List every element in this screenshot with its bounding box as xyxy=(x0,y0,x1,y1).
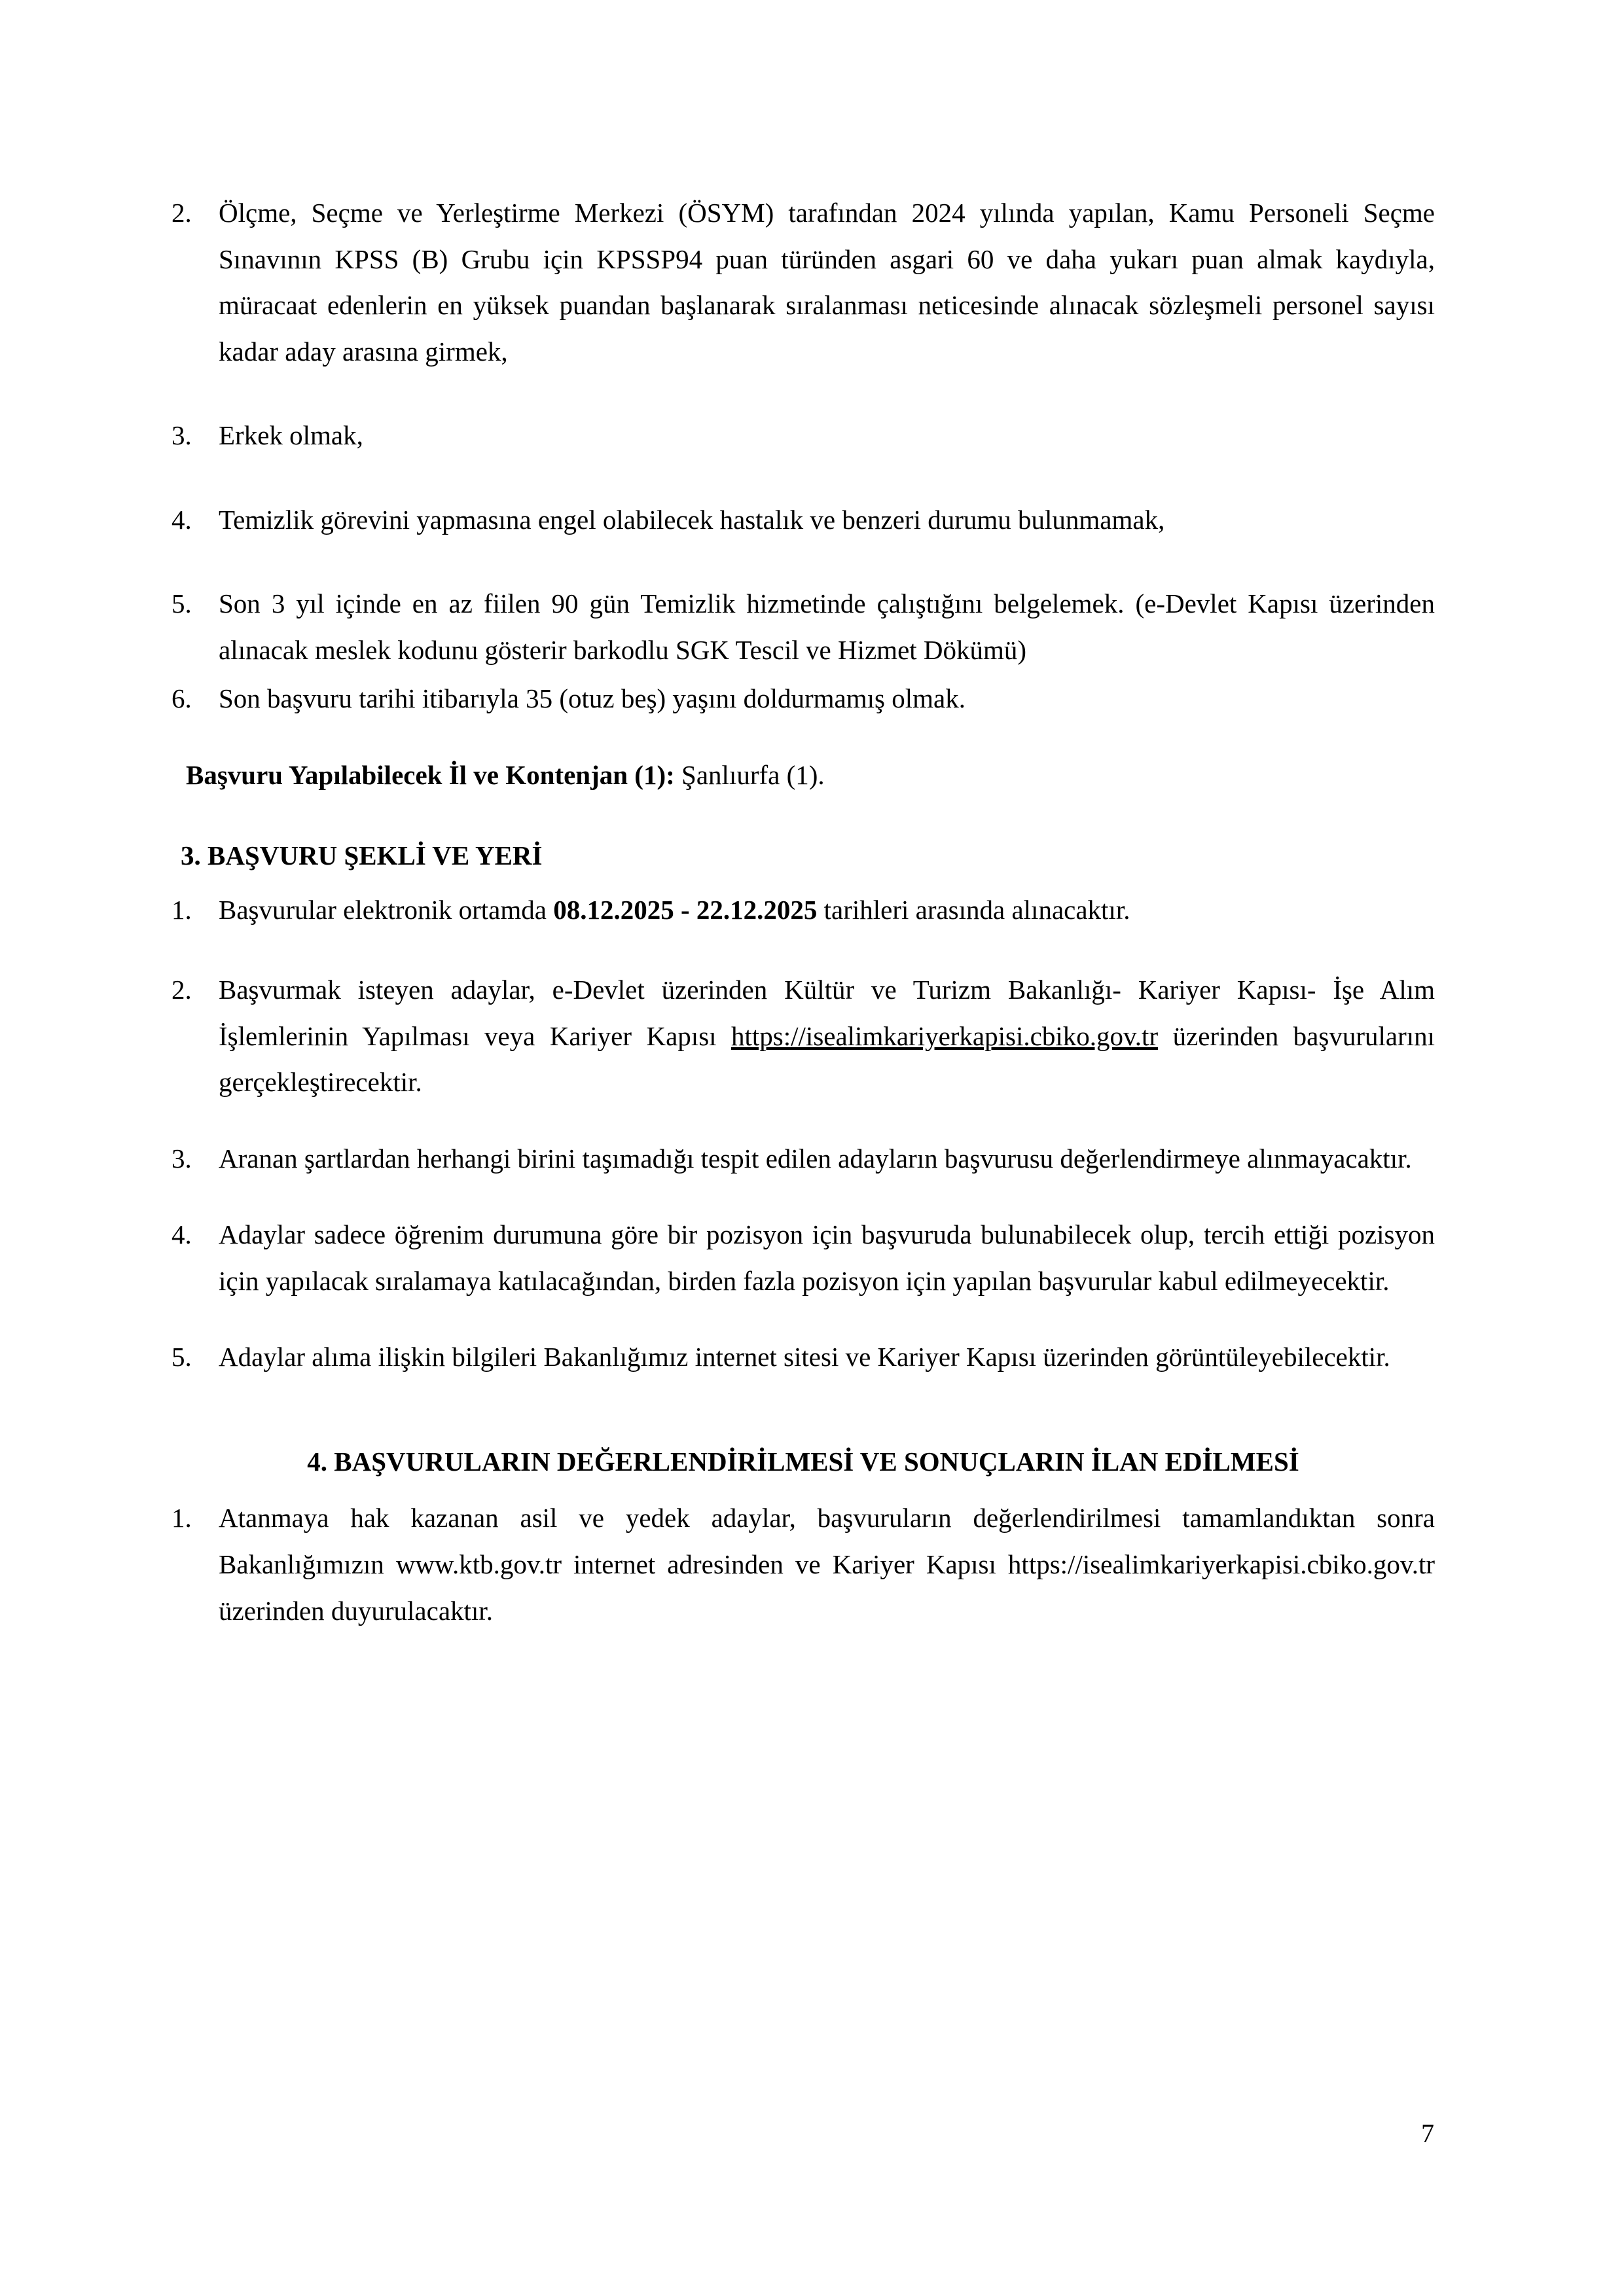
list-item xyxy=(171,967,1435,1105)
text-prefix: Başvurmak isteyen adaylar, e-Devlet üzerinden Kültür ve Turizm Bakanlığı- Kariyer Kapısı- İşe Alım İşlemlerinin Yapılması veya Kariyer Kapısı xyxy=(219,975,1435,1051)
list-item xyxy=(171,887,1435,933)
list-item xyxy=(171,1495,1435,1634)
text-part-3: üzerinden duyurulacaktır. xyxy=(219,1595,493,1626)
ktb-website-url[interactable]: www.ktb.gov.tr xyxy=(395,1549,562,1579)
list-item-number: 5. xyxy=(171,1342,192,1372)
list-item xyxy=(171,190,1435,374)
list-item-number: 1. xyxy=(171,894,192,925)
list-item-number: 3. xyxy=(171,1143,192,1174)
list-item xyxy=(171,412,1435,459)
list-item-number: 4. xyxy=(171,504,192,535)
list-item-text: Son başvuru tarihi itibarıyla 35 (otuz beş) yaşını doldurmamış olmak. xyxy=(219,683,965,714)
page-content xyxy=(171,190,1435,1636)
application-date-range: 08.12.2025 - 22.12.2025 xyxy=(553,894,818,925)
list-item xyxy=(171,581,1435,673)
section-4-heading: 4. BAŞVURULARIN DEĞERLENDİRİLMESİ VE SONUÇLARIN İLAN EDİLMESİ xyxy=(307,1446,1299,1477)
list-item-text: Erkek olmak, xyxy=(219,420,363,451)
list-item xyxy=(171,675,1435,722)
list-item-text: Son 3 yıl içinde en az fiilen 90 gün Temizlik hizmetinde çalıştığını belgelemek. (e-Devlet Kapısı üzerinden alınacak meslek kodunu gösterir barkodlu SGK Tescil ve Hizmet Dökümü) xyxy=(219,588,1435,665)
list-item-number: 6. xyxy=(171,683,192,714)
list-item-text: Temizlik görevini yapmasına engel olabilecek hastalık ve benzeri durumu bulunmamak, xyxy=(219,504,1165,535)
kariyer-kapisi-link[interactable]: https://isealimkariyerkapisi.cbiko.gov.tr xyxy=(731,1020,1159,1051)
list-item-number: 2. xyxy=(171,198,192,228)
list-item-text: Adaylar sadece öğrenim durumuna göre bir pozisyon için başvuruda bulunabilecek olup, tercih ettiği pozisyon için yapılacak sıralamaya katılacağından, birden fazla pozisyon için yapılan başvurular kabul edilmeyecektir. xyxy=(219,1219,1435,1296)
kontenjan-value: Şanlıurfa (1). xyxy=(681,759,825,790)
list-item-text xyxy=(219,967,1435,1105)
list-item-number: 2. xyxy=(171,975,192,1005)
text-suffix: tarihleri arasında alınacaktır. xyxy=(817,894,1130,925)
list-item xyxy=(171,1211,1435,1304)
list-item-number: 1. xyxy=(171,1503,192,1534)
text-prefix: Başvurular elektronik ortamda xyxy=(219,894,554,925)
list-item xyxy=(171,497,1435,543)
kariyer-kapisi-url[interactable]: https://isealimkariyerkapisi.cbiko.gov.tr xyxy=(1007,1549,1435,1579)
list-item-text: Adaylar alıma ilişkin bilgileri Bakanlığımız internet sitesi ve Kariyer Kapısı üzerinden görüntüleyebilecektir. xyxy=(219,1342,1390,1372)
page-number: 7 xyxy=(1421,2119,1434,2148)
list-item xyxy=(171,1334,1435,1380)
list-item-text xyxy=(219,1495,1435,1634)
text-part-1: Atanmaya hak kazanan asil ve yedek adaylar, başvuruların değerlendirilmesi tamamlandıktan sonra Bakanlığımızın xyxy=(219,1503,1435,1579)
kontenjan-line xyxy=(171,752,1435,798)
kontenjan-label: Başvuru Yapılabilecek İl ve Kontenjan (1): xyxy=(186,759,675,790)
list-item-number: 4. xyxy=(171,1219,192,1250)
text-suffix: üzerinden başvurularını gerçekleştirecektir. xyxy=(219,1020,1435,1098)
list-item-number: 3. xyxy=(171,420,192,451)
list-item-text: Aranan şartlardan herhangi birini taşımadığı tespit edilen adayların başvurusu değerlendirmeye alınmayacaktır. xyxy=(219,1143,1412,1174)
list-item-number: 5. xyxy=(171,588,192,619)
text-part-2: internet adresinden ve Kariyer Kapısı xyxy=(562,1549,1008,1579)
list-item-text: Ölçme, Seçme ve Yerleştirme Merkezi (ÖSYM) tarafından 2024 yılında yapılan, Kamu Personeli Seçme Sınavının KPSS (B) Grubu için KPSSP94 puan türünden asgari 60 ve daha yukarı puan almak kaydıyla, müracaat edenlerin en yüksek puandan başlanarak sıralanması neticesinde alınacak sözleşmeli personel sayısı kadar aday arasına girmek, xyxy=(219,198,1435,367)
list-item-text xyxy=(219,887,1435,933)
section-3-heading: 3. BAŞVURU ŞEKLİ VE YERİ xyxy=(181,840,543,871)
list-item xyxy=(171,1136,1435,1182)
